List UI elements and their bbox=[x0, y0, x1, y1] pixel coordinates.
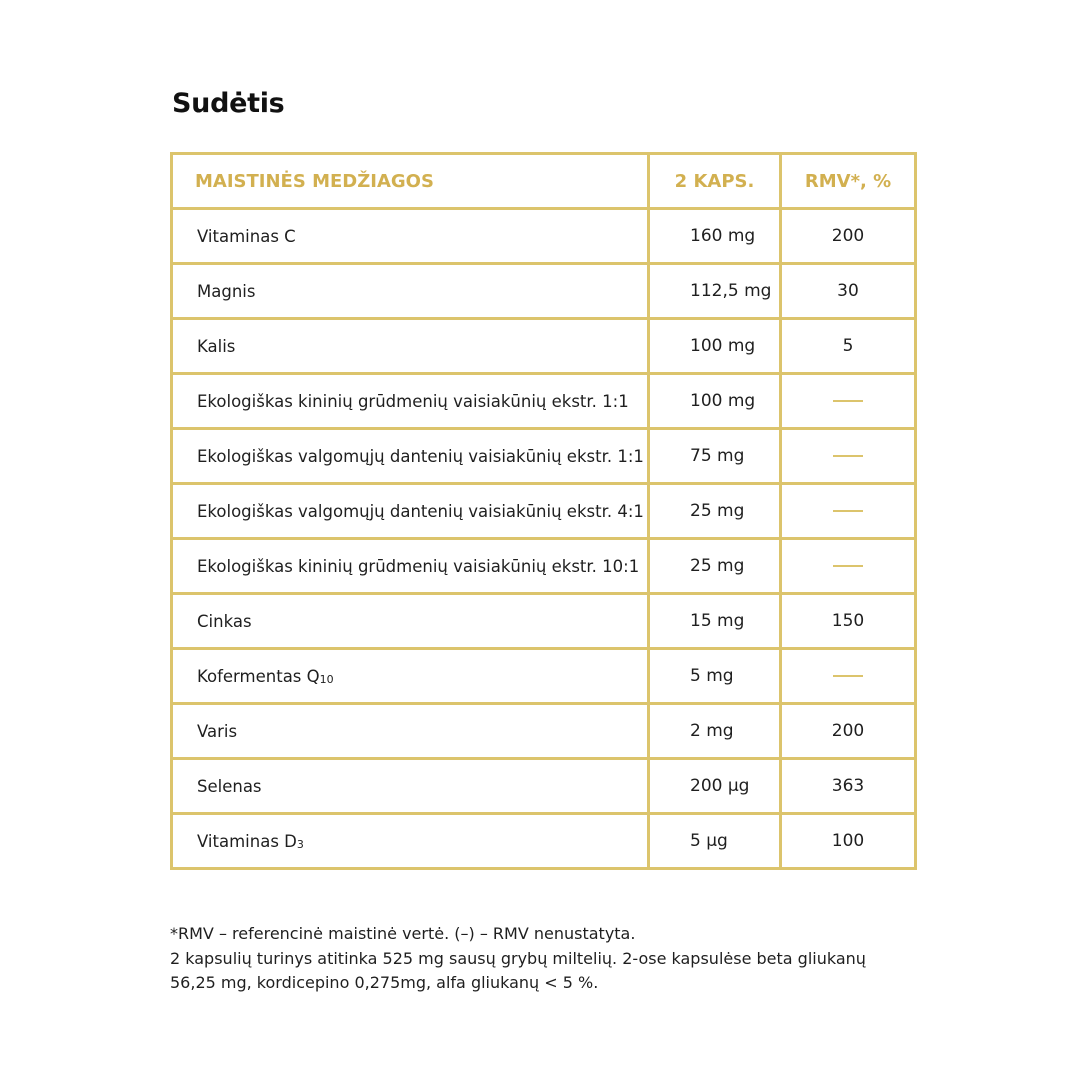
nutrient-amount: 100 mg bbox=[649, 374, 781, 429]
nutrient-amount: 200 µg bbox=[649, 759, 781, 814]
nutrient-amount: 2 mg bbox=[649, 704, 781, 759]
nutrient-name: Ekologiškas kininių grūdmenių vaisiakūnių ekstr. 10:1 bbox=[172, 539, 649, 594]
nutrient-name: Kofermentas $Q_{10}$ bbox=[172, 649, 649, 704]
nutrient-name: Ekologiškas valgomųjų dantenių vaisiakūnių ekstr. 4:1 bbox=[172, 484, 649, 539]
table-row bbox=[172, 264, 916, 319]
nutrient-name: Kalis bbox=[172, 319, 649, 374]
table-row bbox=[172, 319, 916, 374]
nutrient-subscript: 10 bbox=[319, 672, 334, 686]
nutrient-name: Vitaminas C bbox=[172, 209, 649, 264]
nutrient-rmv: 5 bbox=[781, 319, 916, 374]
table-row bbox=[172, 374, 916, 429]
not-established-dash bbox=[833, 510, 863, 512]
not-established-dash bbox=[833, 455, 863, 457]
not-established-dash bbox=[833, 400, 863, 402]
footnote-content: 2 kapsulių turinys atitinka 525 mg sausų grybų miltelių. 2-ose kapsulėse beta gliukanų 56,25 mg, kordicepino 0,275mg, alfa gliukanų < 5 %. bbox=[170, 948, 866, 992]
nutrient-amount: 100 mg bbox=[649, 319, 781, 374]
nutrient-rmv bbox=[781, 649, 916, 704]
nutrient-amount: 5 mg bbox=[649, 649, 781, 704]
nutrient-subscript: 3 bbox=[296, 837, 304, 851]
table-row bbox=[172, 484, 916, 539]
header-rmv: RMV*, % bbox=[781, 154, 916, 209]
composition-table bbox=[170, 152, 917, 870]
table-row bbox=[172, 704, 916, 759]
nutrient-amount: 112,5 mg bbox=[649, 264, 781, 319]
table-row bbox=[172, 594, 916, 649]
nutrient-amount: 25 mg bbox=[649, 539, 781, 594]
nutrient-name: Selenas bbox=[172, 759, 649, 814]
nutrient-name: Vitaminas $D_3$ bbox=[172, 814, 649, 869]
table-row bbox=[172, 649, 916, 704]
nutrient-name: Magnis bbox=[172, 264, 649, 319]
page-title: Sudėtis bbox=[172, 88, 285, 119]
nutrient-name: Ekologiškas valgomųjų dantenių vaisiakūnių ekstr. 1:1 bbox=[172, 429, 649, 484]
nutrient-name: Cinkas bbox=[172, 594, 649, 649]
table-row bbox=[172, 759, 916, 814]
not-established-dash bbox=[833, 675, 863, 677]
table-row bbox=[172, 429, 916, 484]
nutrient-rmv bbox=[781, 484, 916, 539]
footnote-rmv: *RMV – referencinė maistinė vertė. (–) – RMV nenustatyta. bbox=[170, 924, 636, 943]
footnotes bbox=[170, 922, 890, 996]
nutrient-name: Varis bbox=[172, 704, 649, 759]
header-nutrients: MAISTINĖS MEDŽIAGOS bbox=[172, 154, 649, 209]
table-row bbox=[172, 814, 916, 869]
table-header-row bbox=[172, 154, 916, 209]
nutrient-amount: 25 mg bbox=[649, 484, 781, 539]
table-row bbox=[172, 209, 916, 264]
not-established-dash bbox=[833, 565, 863, 567]
nutrient-rmv bbox=[781, 374, 916, 429]
nutrient-rmv: 363 bbox=[781, 759, 916, 814]
header-amount: 2 KAPS. bbox=[649, 154, 781, 209]
nutrient-rmv: 200 bbox=[781, 209, 916, 264]
table-row bbox=[172, 539, 916, 594]
nutrient-amount: 75 mg bbox=[649, 429, 781, 484]
nutrient-rmv: 200 bbox=[781, 704, 916, 759]
nutrient-amount: 15 mg bbox=[649, 594, 781, 649]
nutrient-rmv: 100 bbox=[781, 814, 916, 869]
nutrient-amount: 160 mg bbox=[649, 209, 781, 264]
table-body bbox=[172, 209, 916, 869]
nutrient-rmv: 150 bbox=[781, 594, 916, 649]
nutrient-amount: 5 µg bbox=[649, 814, 781, 869]
nutrient-rmv bbox=[781, 429, 916, 484]
nutrient-rmv bbox=[781, 539, 916, 594]
nutrient-rmv: 30 bbox=[781, 264, 916, 319]
nutrient-name: Ekologiškas kininių grūdmenių vaisiakūnių ekstr. 1:1 bbox=[172, 374, 649, 429]
